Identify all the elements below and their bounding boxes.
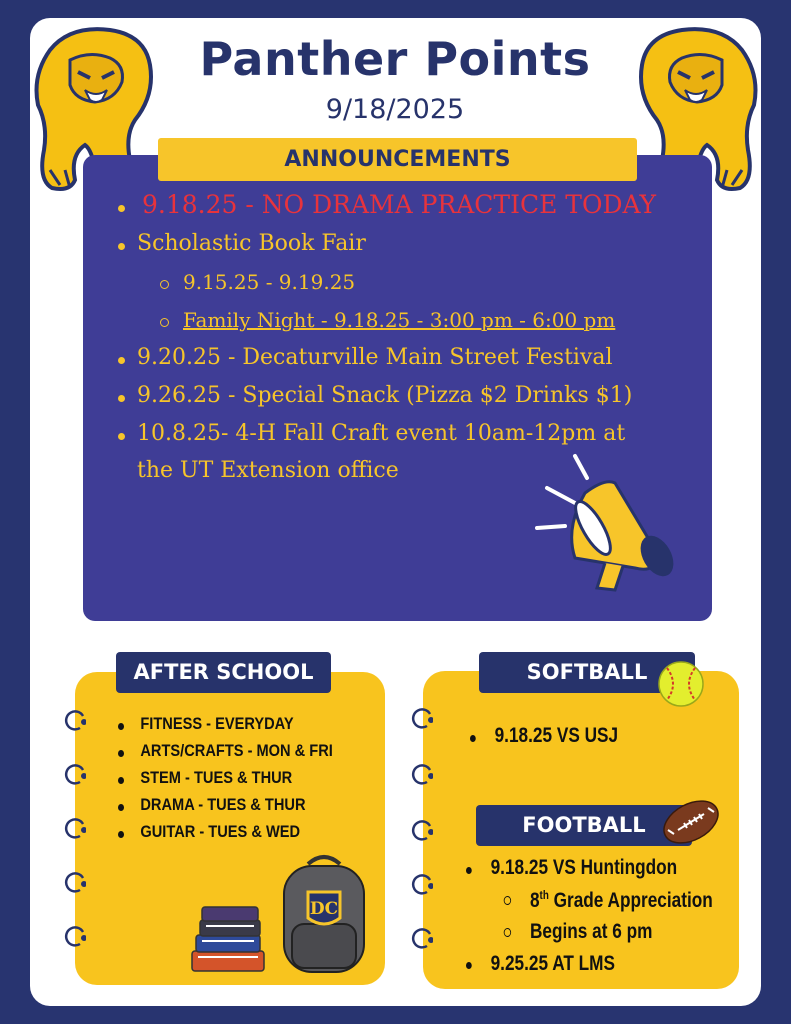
sub-bullet-icon [504, 928, 511, 937]
bullet-icon [118, 357, 125, 364]
list-item: 9.20.25 - Decaturville Main Street Festival [137, 345, 613, 370]
appreciation-text: Grade Appreciation [548, 889, 713, 912]
sub-bullet-icon [160, 318, 169, 327]
ordinal-suffix: th [539, 888, 549, 902]
ring-icon [62, 816, 86, 840]
list-item-continuation: the UT Extension office [137, 458, 399, 483]
sub-bullet-icon [160, 280, 169, 289]
bullet-icon [118, 243, 125, 250]
bullet-icon [118, 831, 124, 838]
ring-icon [409, 872, 433, 896]
bullet-icon [470, 735, 476, 742]
bullet-icon [466, 962, 472, 969]
list-item: 9.18.25 VS Huntingdon [490, 856, 678, 879]
backpack-icon [278, 852, 370, 974]
bullet-icon [118, 723, 124, 730]
ring-icon [409, 706, 433, 730]
list-item: 9.25.25 AT LMS [490, 952, 616, 975]
ordinal-number: 8 [529, 889, 540, 912]
football-icon [660, 796, 722, 848]
list-item: DRAMA - TUES & THUR [140, 795, 306, 814]
list-item [530, 888, 713, 913]
page-title: Panther Points [199, 32, 591, 86]
list-item: FITNESS - EVERYDAY [140, 714, 294, 733]
list-item: ARTS/CRAFTS - MON & FRI [140, 741, 333, 760]
books-icon [188, 905, 270, 975]
bullet-icon [466, 867, 472, 874]
list-item: 9.26.25 - Special Snack (Pizza $2 Drinks $1) [137, 383, 633, 408]
football-heading: FOOTBALL [476, 805, 692, 846]
list-item: Begins at 6 pm [529, 920, 653, 943]
list-item: 9.18.25 - NO DRAMA PRACTICE TODAY [142, 190, 657, 219]
bullet-icon [118, 433, 125, 440]
bullet-icon [118, 804, 124, 811]
bullet-icon [118, 777, 124, 784]
list-item: STEM - TUES & THUR [140, 768, 293, 787]
bullet-icon [118, 395, 125, 402]
list-item: GUITAR - TUES & WED [140, 822, 301, 841]
ring-icon [409, 926, 433, 950]
ring-icon [62, 870, 86, 894]
list-item: 9.15.25 - 9.19.25 [183, 270, 356, 294]
ring-icon [62, 762, 86, 786]
sub-bullet-icon [504, 896, 511, 905]
backpack-logo-text: DC [309, 899, 339, 919]
softball-icon [657, 660, 705, 708]
bullet-icon [118, 205, 125, 212]
megaphone-icon [535, 448, 680, 598]
family-night-link[interactable]: Family Night - 9.18.25 - 3:00 pm - 6:00 pm [183, 308, 616, 332]
ring-icon [62, 924, 86, 948]
list-item: 10.8.25- 4-H Fall Craft event 10am-12pm at [137, 421, 626, 446]
bullet-icon [118, 750, 124, 757]
list-item: Scholastic Book Fair [137, 231, 366, 256]
list-item: 9.18.25 VS USJ [494, 724, 619, 747]
announcements-heading: ANNOUNCEMENTS [158, 138, 637, 181]
softball-heading: SOFTBALL [479, 652, 695, 693]
page-date: 9/18/2025 [325, 94, 465, 125]
ring-icon [409, 818, 433, 842]
after-school-heading: AFTER SCHOOL [116, 652, 331, 693]
ring-icon [62, 708, 86, 732]
ring-icon [409, 762, 433, 786]
